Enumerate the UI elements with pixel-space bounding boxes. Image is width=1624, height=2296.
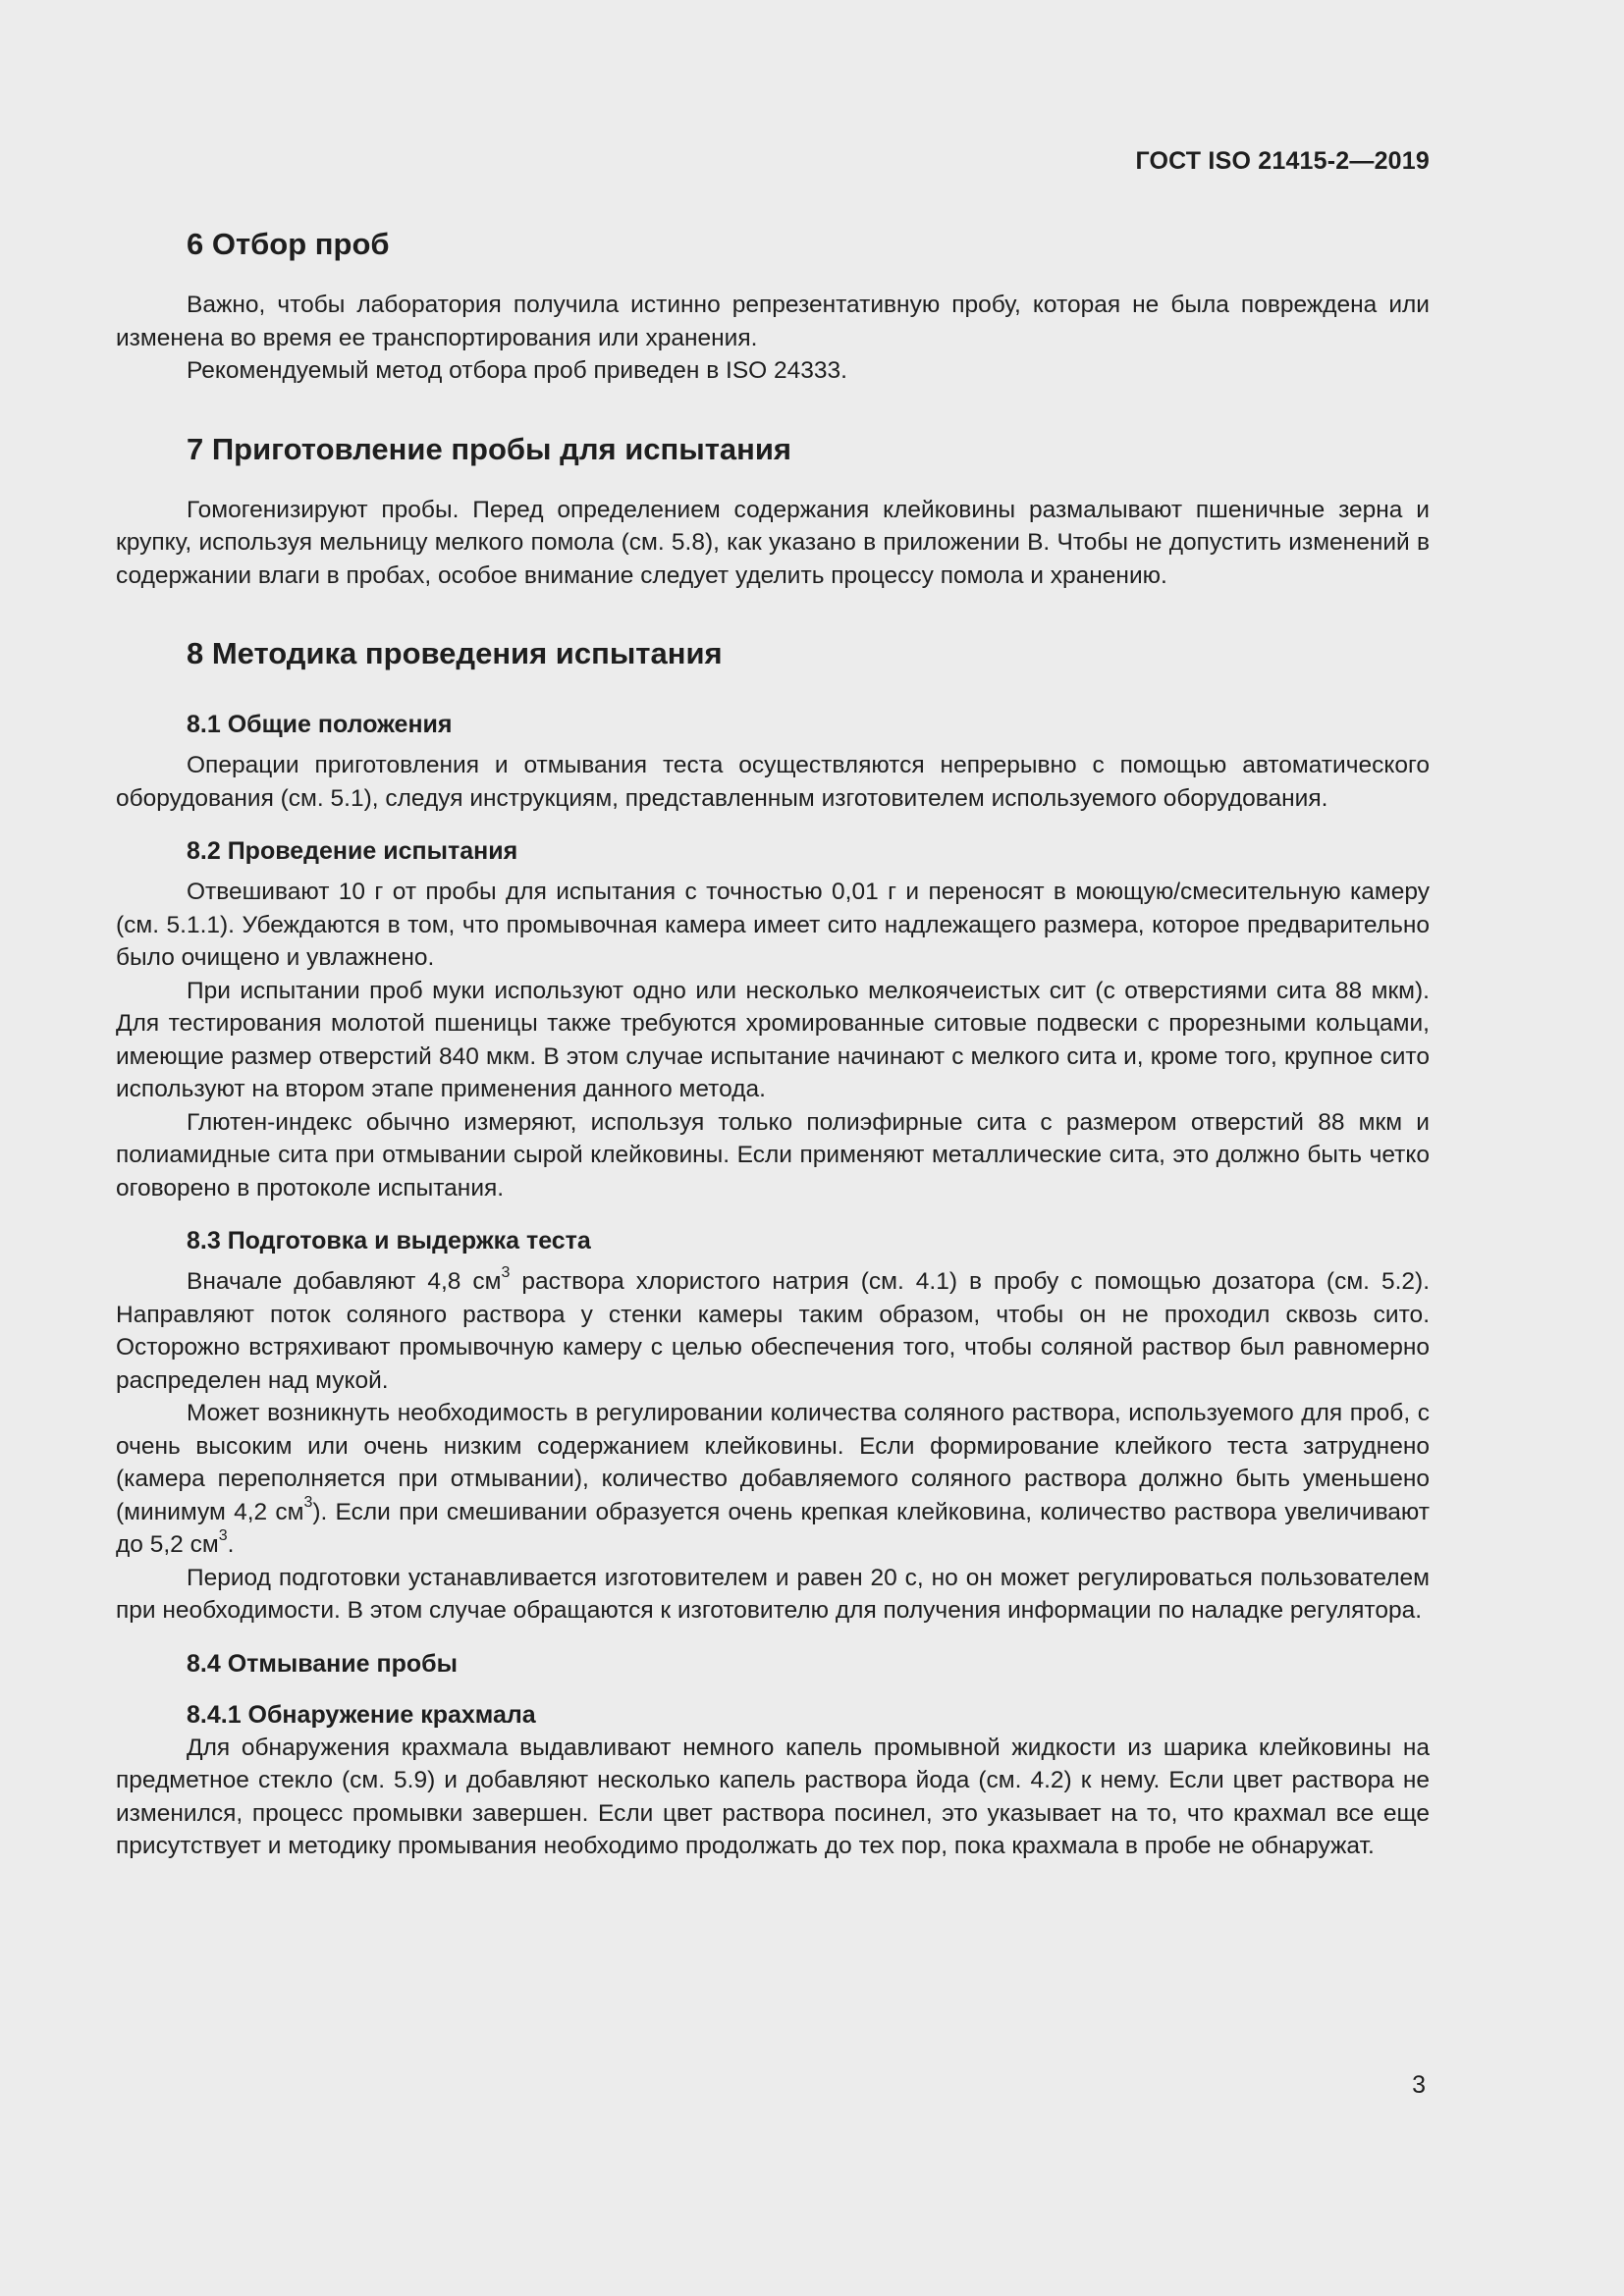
section-6-paragraph-2: Рекомендуемый метод отбора проб приведен в ISO 24333. [187,357,847,384]
section-8-4-title: 8.4 Отмывание пробы [187,1649,458,1678]
section-8-2-paragraph-1: Отвешивают 10 г от пробы для испытания с точностью 0,01 г и переносят в моющую/смесительную камеру (см. 5.1.1). Убеждаются в том, что промывочная камера имеет сито надлежащего размера, которое предварительно было очищено и увлажнено. [116,879,1430,971]
section-8-3-title: 8.3 Подготовка и выдержка теста [187,1227,591,1255]
section-8-4-1-paragraph-1: Для обнаружения крахмала выдавливают немного капель промывной жидкости из шарика клейковины на предметное стекло (см. 5.9) и добавляют несколько капель раствора йода (см. 4.2) к нему. Если цвет раствора не изменился, процесс промывки завершен. Если цвет раствора посинел, это указывает на то, что крахмал все еще присутствует и методику промывания необходимо продолжать до тех пор, пока крахмала в пробе не обнаружат. [116,1734,1430,1859]
section-8-1-title: 8.1 Общие положения [187,711,453,738]
section-8-3-paragraph-1 [116,1265,1430,1397]
section-8-4-1-title: 8.4.1 Обнаружение крахмала [187,1700,536,1729]
text-run: ). Если при смешивании образуется очень крепкая клейковина, количество раствора увеличивают до 5,2 см [116,1498,1430,1558]
section-6-paragraph-1: Важно, чтобы лаборатория получила истинно репрезентативную пробу, которая не была повреждена или изменена во время ее транспортирования или хранения. [116,292,1430,351]
section-8-2-paragraph-2: При испытании проб муки используют одно или несколько мелкоячеистых сит (с отверстиями сита 88 мкм). Для тестирования молотой пшеницы также требуются хромированные ситовые подвески с прорезными кольцами, имеющие размер отверстий 840 мкм. В этом случае испытание начинают с мелкого сита и, кроме того, крупное сито используют на втором этапе применения данного метода. [116,977,1430,1102]
section-6-title: 6 Отбор проб [187,227,390,261]
section-8-1-paragraph-1: Операции приготовления и отмывания теста осуществляются непрерывно с помощью автоматического оборудования (см. 5.1), следуя инструкциям, представленным изготовителем используемого оборудования. [116,752,1430,812]
page-number: 3 [1412,2071,1426,2099]
section-7-title: 7 Приготовление пробы для испытания [187,431,792,466]
section-8-2-title: 8.2 Проведение испытания [187,837,518,865]
superscript: 3 [218,1526,228,1544]
text-run: . [227,1531,235,1558]
section-8-3-paragraph-3: Период подготовки устанавливается изготовителем и равен 20 с, но он может регулироваться пользователем при необходимости. В этом случае обращаются к изготовителю для получения информации по наладке регулятора. [116,1564,1430,1624]
section-8-3-paragraph-2 [116,1397,1430,1562]
section-7-paragraph-1: Гомогенизируют пробы. Перед определением содержания клейковины размалывают пшеничные зерна и крупку, используя мельницу мелкого помола (см. 5.8), как указано в приложении В. Чтобы не допустить изменений в содержании влаги в пробах, особое внимание следует уделить процессу помола и хранению. [116,496,1430,589]
text-run: раствора хлористого натрия (см. 4.1) в пробу с помощью дозатора (см. 5.2). Направляют поток соляного раствора у стенки камеры таким образом, чтобы он не проходил сквозь сито. Осторожно встряхивают промывочную камеру с целью обеспечения того, чтобы соляной раствор был равномерно распределен над мукой. [116,1268,1430,1394]
section-8-title: 8 Методика проведения испытания [187,636,723,670]
superscript: 3 [303,1494,313,1512]
text-run: Вначале добавляют 4,8 см [187,1268,502,1295]
document-header: ГОСТ ISO 21415-2—2019 [1135,147,1430,175]
superscript: 3 [501,1263,511,1281]
document-page [116,0,1430,2296]
text-run: Может возникнуть необходимость в регулировании количества соляного раствора, используемого для проб, с очень высоким или очень низким содержанием клейковины. Если формирование клейкого теста затруднено (камера переполняется при отмывании), количество добавляемого соляного раствора должно быть уменьшено (минимум 4,2 см [116,1400,1430,1525]
section-8-2-paragraph-3: Глютен-индекс обычно измеряют, используя только полиэфирные сита с размером отверстий 88 мкм и полиамидные сита при отмывании сырой клейковины. Если применяют металлические сита, это должно быть четко оговорено в протоколе испытания. [116,1108,1430,1201]
document-body [116,222,1430,1863]
